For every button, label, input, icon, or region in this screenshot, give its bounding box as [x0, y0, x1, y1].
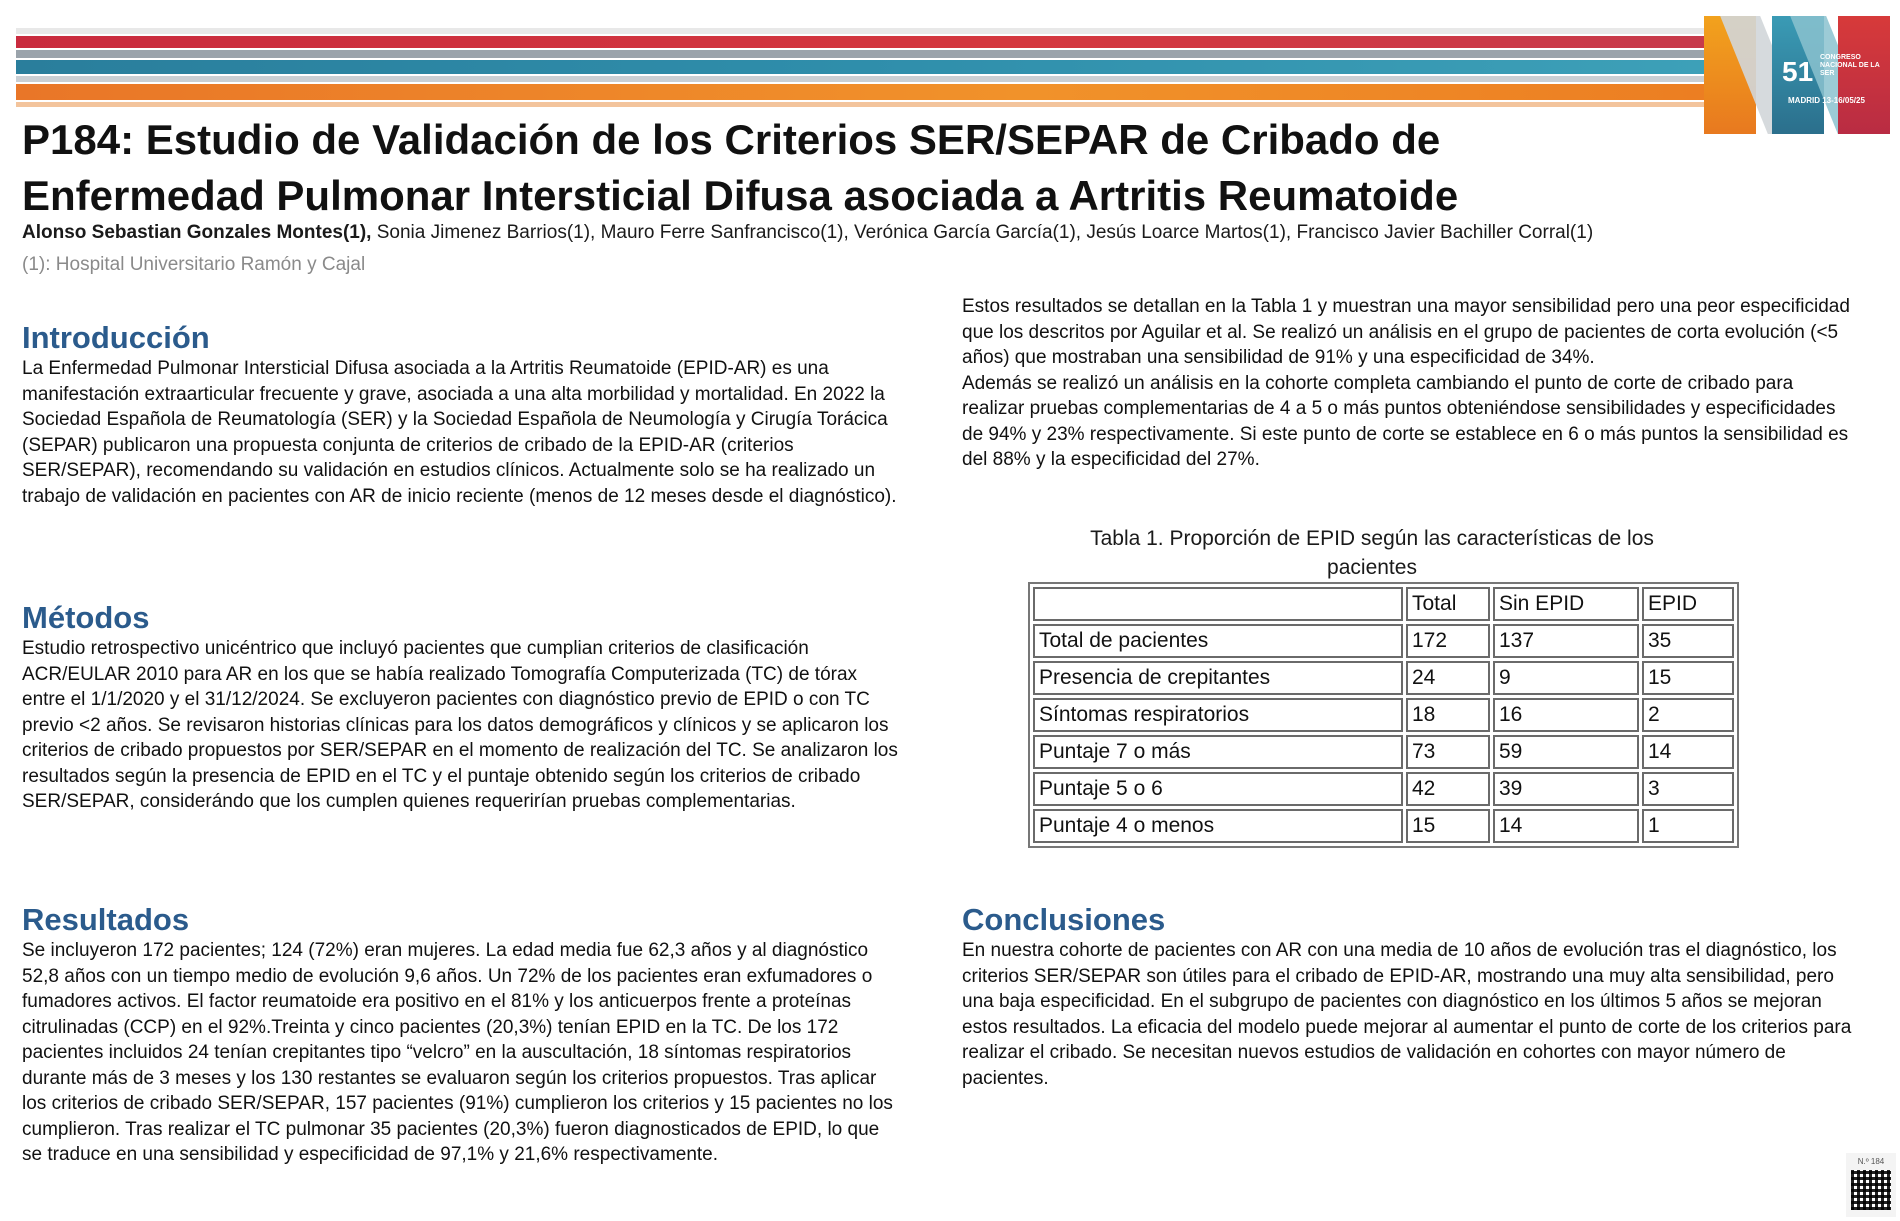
- table-cell: 1: [1642, 809, 1734, 843]
- table-cell: 59: [1493, 735, 1639, 769]
- table-cell: 39: [1493, 772, 1639, 806]
- table-cell: Síntomas respiratorios: [1033, 698, 1403, 732]
- section-metodos: [22, 600, 902, 815]
- table-row: [1033, 735, 1734, 769]
- table-cell: Puntaje 7 o más: [1033, 735, 1403, 769]
- table-cell: 18: [1406, 698, 1490, 732]
- authors: [22, 222, 1593, 244]
- table-cell: Total de pacientes: [1033, 624, 1403, 658]
- section-text: Además se realizó un análisis en la cohorte completa cambiando el punto de corte de cribado para realizar pruebas complementarias de 4 a 5 o más puntos obteniéndose sensibilidades y especificidades de 94% y 23% respectivamente. Si este punto de corte se establece en 6 o más puntos la sensibilidad es del 88% y la especificidad del 27%.: [962, 372, 1849, 470]
- table-cell: 73: [1406, 735, 1490, 769]
- section-heading: Introducción: [22, 320, 210, 355]
- poster-title: P184: Estudio de Validación de los Criterios SER/SEPAR de Cribado de Enfermedad Pulmonar Intersticial Difusa asociada a Artritis Reumatoide: [22, 116, 1459, 219]
- section-text: Estudio retrospectivo unicéntrico que incluyó pacientes que cumplian criterios de clasificación ACR/EULAR 2010 para AR en los que se había realizado Tomografía Computerizada (TC) de tórax entre el 1/1/2020 y el 31/12/2024. Se excluyeron pacientes con diagnóstico previo de EPID o con TC previo <2 años. Se revisaron historias clínicas para los datos demográficos y clínicos y se aplicaron los criterios de cribado propuestos por SER/SEPAR en el momento de realización del TC. Se analizaron los resultados según la presencia de EPID en el TC y el puntaje obtenido según los criterios de cribado SER/SEPAR, considerándo que los cumplen quienes requerirían pruebas complementarias.: [22, 638, 898, 812]
- table-cell: 15: [1642, 661, 1734, 695]
- table-header-cell: Total: [1406, 587, 1490, 621]
- congress-logo: [1704, 16, 1890, 134]
- qr-code-icon: [1851, 1170, 1891, 1210]
- table-cell: 2: [1642, 698, 1734, 732]
- table-row: [1033, 624, 1734, 658]
- table-caption: Tabla 1. Proporción de EPID según las características de los pacientes: [1090, 527, 1654, 579]
- section-heading: Conclusiones: [962, 902, 1166, 937]
- section-text: Se incluyeron 172 pacientes; 124 (72%) eran mujeres. La edad media fue 62,3 años y al diagnóstico 52,8 años con un tiempo medio de evolución 9,6 años. Un 72% de los pacientes eran exfumadores o fumadores activos. El factor reumatoide era positivo en el 81% y los anticuerpos frente a proteínas citrulinadas (CCP) en el 92%.Treinta y cinco pacientes (20,3%) tenían EPID en la TC. De los 172 pacientes incluidos 24 tenían crepitantes tipo “velcro” en la auscultación, 18 síntomas respiratorios durante más de 3 meses y los 130 restantes se evaluaron según los criterios propuestos. Tras aplicar los criterios de cribado SER/SEPAR, 157 pacientes (91%) cumplieron los criterios y 15 pacientes no los cumplieron. Tras realizar el TC pulmonar 35 pacientes (20,3%) fueron diagnosticados de EPID, lo que se traduce en una sensibilidad y especificidad de 97,1% y 21,6% respectivamente.: [22, 940, 893, 1165]
- table-header-cell: Sin EPID: [1493, 587, 1639, 621]
- table-cell: 24: [1406, 661, 1490, 695]
- logo-number: 51: [1782, 56, 1814, 87]
- table-row: [1033, 809, 1734, 843]
- section-text: En nuestra cohorte de pacientes con AR con una media de 10 años de evolución tras el diagnóstico, los criterios SER/SEPAR son útiles para el cribado de EPID-AR, mostrando una muy alta sensibilidad, pero una baja especificidad. En el subgrupo de pacientes con diagnóstico en los últimos 5 años se mejoran estos resultados. La eficacia del modelo puede mejorar al aumentar el punto de corte de los criterios para realizar el cribado. Se necesitan nuevos estudios de validación en cohortes con mayor número de pacientes.: [962, 940, 1852, 1089]
- logo-city: MADRID 13-16/05/25: [1788, 96, 1865, 105]
- other-authors: Sonia Jimenez Barrios(1), Mauro Ferre Sanfrancisco(1), Verónica García García(1), Jesús Loarce Martos(1), Francisco Javier Bachiller Corral(1): [371, 222, 1594, 243]
- table-row: [1033, 661, 1734, 695]
- qr-code[interactable]: [1846, 1153, 1896, 1217]
- section-conclusiones: [962, 902, 1852, 1091]
- affiliation: (1): Hospital Universitario Ramón y Cajal: [22, 254, 366, 275]
- table-cell: 15: [1406, 809, 1490, 843]
- table-cell: 3: [1642, 772, 1734, 806]
- table-row: [1033, 698, 1734, 732]
- table-row: [1033, 772, 1734, 806]
- section-introduccion: [22, 320, 902, 509]
- table-cell: 172: [1406, 624, 1490, 658]
- table-header-row: [1033, 587, 1734, 621]
- table-cell: 35: [1642, 624, 1734, 658]
- table-cell: Puntaje 5 o 6: [1033, 772, 1403, 806]
- table-header-cell: [1033, 587, 1403, 621]
- table-cell: Presencia de crepitantes: [1033, 661, 1403, 695]
- section-heading: Métodos: [22, 600, 150, 635]
- section-text: La Enfermedad Pulmonar Intersticial Difusa asociada a la Artritis Reumatoide (EPID-AR) es una manifestación extraarticular frecuente y grave, asociada a una alta morbilidad y mortalidad. En 2022 la Sociedad Española de Reumatología (SER) y la Sociedad Española de Neumología y Cirugía Torácica (SEPAR) publicaron una propuesta conjunta de criterios de cribado de la EPID-AR (criterios SER/SEPAR), recomendando su validación en estudios clínicos. Actualmente solo se ha realizado un trabajo de validación en pacientes con AR de inicio reciente (menos de 12 meses desde el diagnóstico).: [22, 358, 897, 507]
- table-cell: 42: [1406, 772, 1490, 806]
- section-resultados-cont: [962, 294, 1852, 473]
- logo-text: CONGRESO NACIONAL DE LA SER: [1820, 54, 1880, 77]
- table-cell: 14: [1493, 809, 1639, 843]
- table-cell: 9: [1493, 661, 1639, 695]
- table-cell: 137: [1493, 624, 1639, 658]
- header-stripes: [16, 24, 1706, 108]
- section-heading: Resultados: [22, 902, 190, 937]
- poster-number: N.º 184: [1857, 1157, 1885, 1166]
- table-cell: Puntaje 4 o menos: [1033, 809, 1403, 843]
- results-table: [1028, 582, 1739, 848]
- table-header-cell: EPID: [1642, 587, 1734, 621]
- table-cell: 14: [1642, 735, 1734, 769]
- section-text: Estos resultados se detallan en la Tabla 1 y muestran una mayor sensibilidad pero una peor especificidad que los descritos por Aguilar et al. Se realizó un análisis en el grupo de pacientes de corta evolución (<5 años) que mostraban una sensibilidad de 91% y una especificidad de 34%.: [962, 296, 1850, 368]
- first-author: Alonso Sebastian Gonzales Montes(1),: [22, 222, 372, 243]
- table-cell: 16: [1493, 698, 1639, 732]
- section-resultados: [22, 902, 902, 1168]
